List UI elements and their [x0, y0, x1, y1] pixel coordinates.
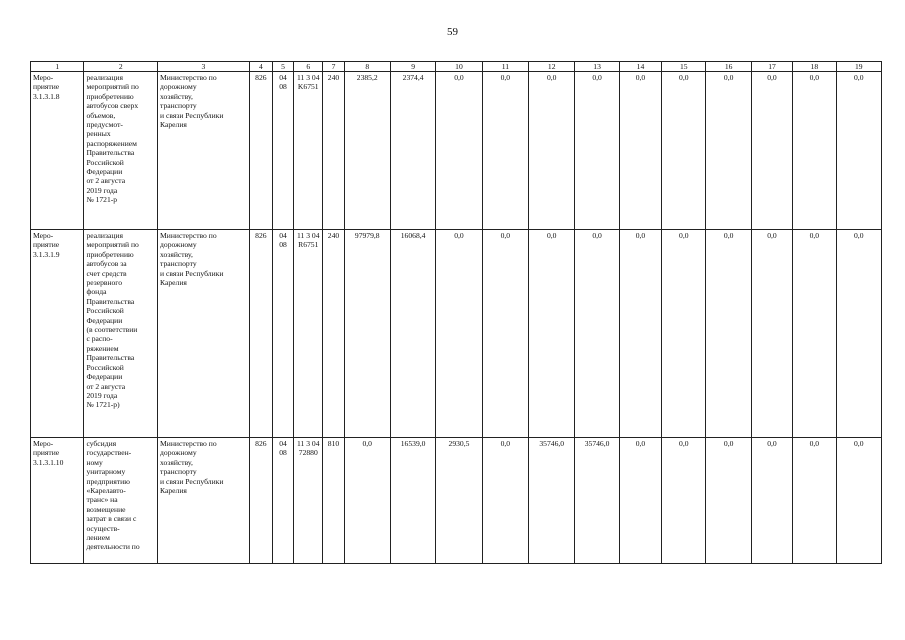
- table-row: [31, 438, 882, 564]
- cell-c4: 826: [249, 230, 272, 438]
- event-code: Меро- приятие 3.1.3.1.9: [31, 230, 84, 438]
- page-number: 59: [447, 26, 458, 38]
- column-header: 16: [706, 62, 751, 72]
- column-header: 1: [31, 62, 84, 72]
- cell-c15: 0,0: [662, 230, 706, 438]
- responsible-party: Министерство по дорожному хозяйству, транспорту и связи Республики Карелия: [158, 72, 250, 230]
- cell-c8: 97979,8: [344, 230, 390, 438]
- cell-c16: 0,0: [706, 438, 751, 564]
- cell-c19: 0,0: [836, 230, 882, 438]
- column-header: 13: [575, 62, 619, 72]
- column-header: 17: [751, 62, 792, 72]
- cell-c4: 826: [249, 72, 272, 230]
- cell-c8: 0,0: [344, 438, 390, 564]
- cell-c14: 0,0: [619, 438, 661, 564]
- column-header: 10: [436, 62, 482, 72]
- cell-c17: 0,0: [751, 438, 792, 564]
- responsible-party: Министерство по дорожному хозяйству, транспорту и связи Республики Карелия: [158, 438, 250, 564]
- cell-c17: 0,0: [751, 230, 792, 438]
- cell-c10: 0,0: [436, 230, 482, 438]
- cell-c12: 0,0: [529, 72, 575, 230]
- cell-c13: 0,0: [575, 72, 619, 230]
- table-row: [31, 230, 882, 438]
- column-header: 15: [662, 62, 706, 72]
- cell-c16: 0,0: [706, 230, 751, 438]
- cell-c13: 35746,0: [575, 438, 619, 564]
- column-header: 3: [158, 62, 250, 72]
- cell-c14: 0,0: [619, 230, 661, 438]
- cell-c7: 810: [323, 438, 344, 564]
- cell-c8: 2385,2: [344, 72, 390, 230]
- cell-c18: 0,0: [793, 230, 836, 438]
- cell-c15: 0,0: [662, 438, 706, 564]
- column-header: 14: [619, 62, 661, 72]
- table-row: [31, 72, 882, 230]
- column-header: 8: [344, 62, 390, 72]
- cell-c6: 11 3 04 72880: [294, 438, 323, 564]
- cell-c9: 16068,4: [390, 230, 435, 438]
- cell-c19: 0,0: [836, 72, 882, 230]
- cell-c17: 0,0: [751, 72, 792, 230]
- column-header: 19: [836, 62, 882, 72]
- column-header: 7: [323, 62, 344, 72]
- cell-c11: 0,0: [482, 72, 528, 230]
- cell-c14: 0,0: [619, 72, 661, 230]
- cell-c7: 240: [323, 72, 344, 230]
- cell-c18: 0,0: [793, 72, 836, 230]
- column-header: 2: [84, 62, 158, 72]
- cell-c6: 11 3 04 K6751: [294, 72, 323, 230]
- column-header: 12: [529, 62, 575, 72]
- cell-c11: 0,0: [482, 230, 528, 438]
- cell-c5: 04 08: [272, 72, 293, 230]
- cell-c19: 0,0: [836, 438, 882, 564]
- column-header: 5: [272, 62, 293, 72]
- header-row: [31, 62, 882, 72]
- cell-c12: 35746,0: [529, 438, 575, 564]
- event-code: Меро- приятие 3.1.3.1.10: [31, 438, 84, 564]
- cell-c5: 04 08: [272, 438, 293, 564]
- event-description: реализация мероприятий по приобретению автобусов за счет средств резервного фонда Правительства Российской Федерации (в соответствии с распо- ряжением Правительства Российской Федерации от 2 августа 2019 года № 1721-р): [84, 230, 158, 438]
- cell-c7: 240: [323, 230, 344, 438]
- responsible-party: Министерство по дорожному хозяйству, транспорту и связи Республики Карелия: [158, 230, 250, 438]
- budget-table: [30, 61, 882, 564]
- cell-c18: 0,0: [793, 438, 836, 564]
- cell-c15: 0,0: [662, 72, 706, 230]
- event-description: реализация мероприятий по приобретению автобусов сверх объемов, предусмот- ренных распоряжением Правительства Российской Федерации от 2 августа 2019 года № 1721-р: [84, 72, 158, 230]
- cell-c11: 0,0: [482, 438, 528, 564]
- column-header: 4: [249, 62, 272, 72]
- cell-c9: 16539,0: [390, 438, 435, 564]
- column-header: 11: [482, 62, 528, 72]
- cell-c6: 11 3 04 R6751: [294, 230, 323, 438]
- column-header: 9: [390, 62, 435, 72]
- cell-c5: 04 08: [272, 230, 293, 438]
- column-header: 6: [294, 62, 323, 72]
- cell-c10: 0,0: [436, 72, 482, 230]
- cell-c16: 0,0: [706, 72, 751, 230]
- column-header: 18: [793, 62, 836, 72]
- event-code: Меро- приятие 3.1.3.1.8: [31, 72, 84, 230]
- cell-c10: 2930,5: [436, 438, 482, 564]
- event-description: субсидия государствен- ному унитарному предприятию «Карелавто- транс» на возмещение затрат в связи с осуществ- лением деятельности по: [84, 438, 158, 564]
- cell-c4: 826: [249, 438, 272, 564]
- cell-c13: 0,0: [575, 230, 619, 438]
- cell-c12: 0,0: [529, 230, 575, 438]
- cell-c9: 2374,4: [390, 72, 435, 230]
